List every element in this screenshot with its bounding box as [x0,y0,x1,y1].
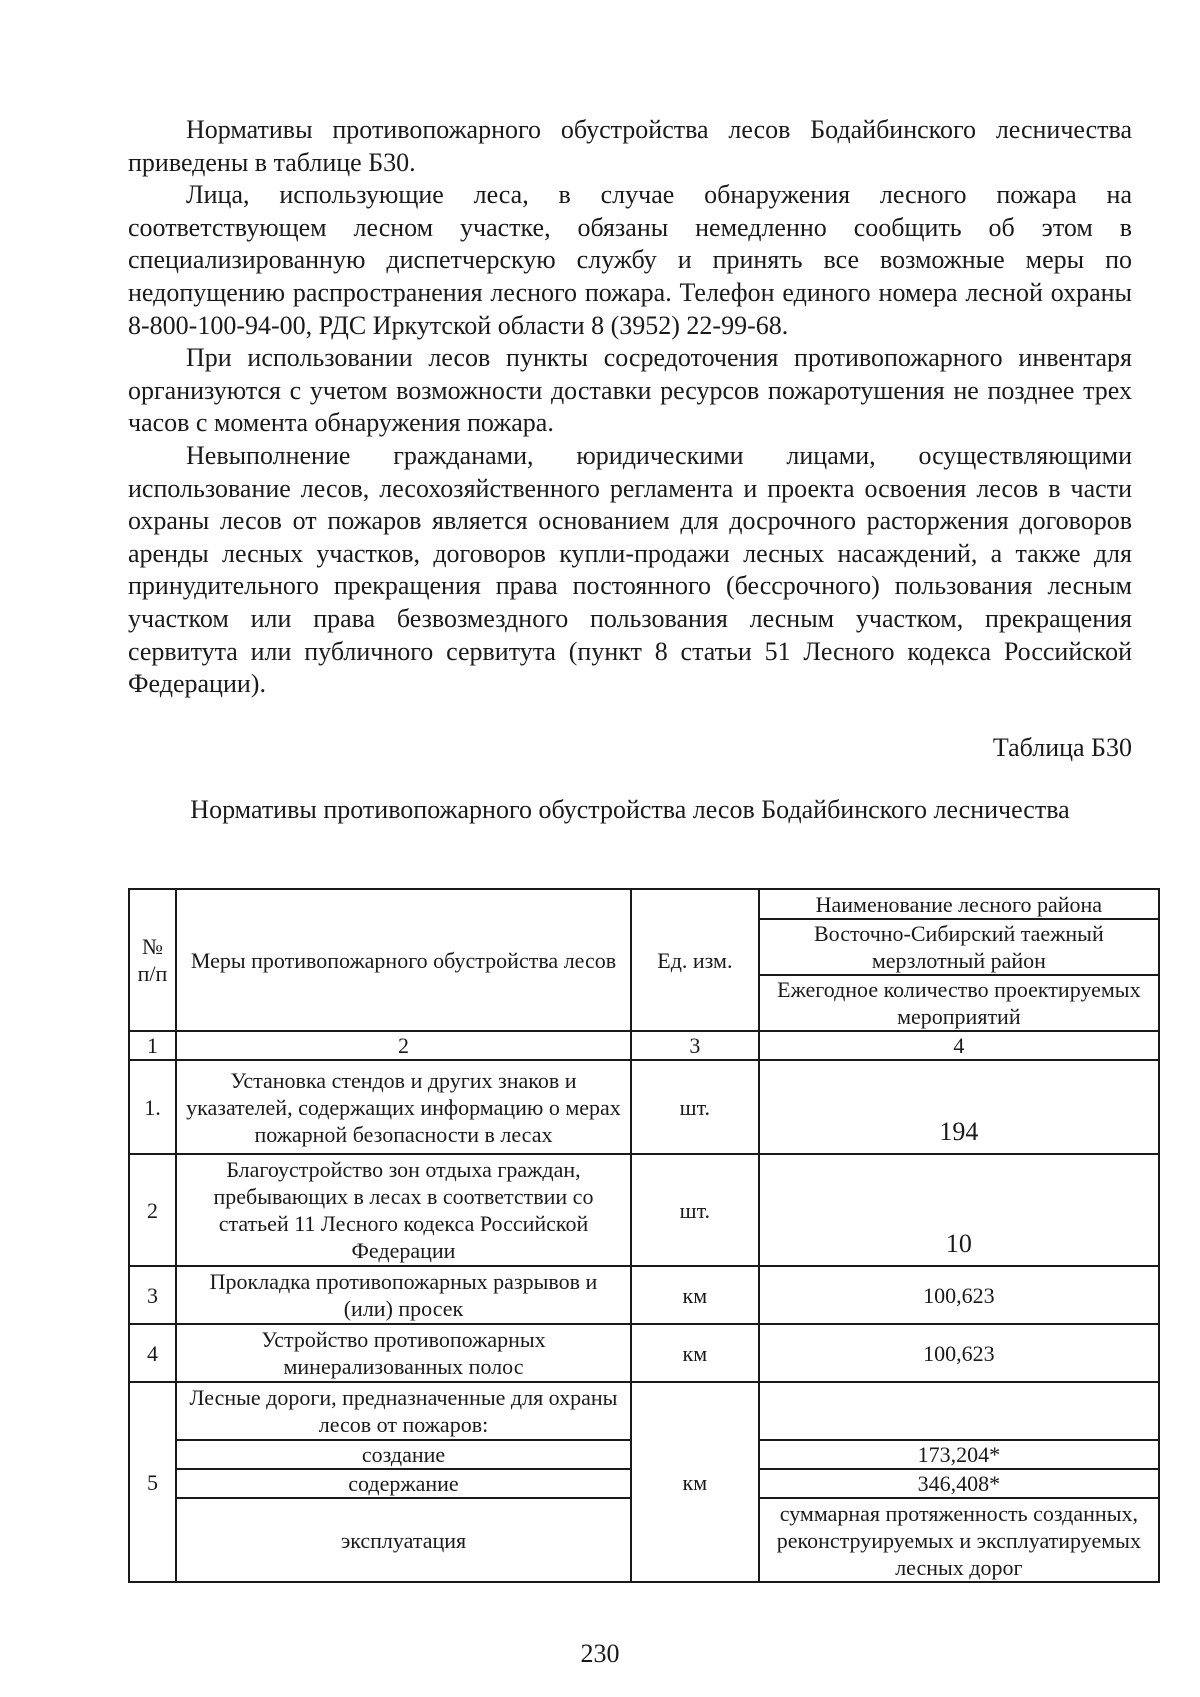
paragraph: При использовании лесов пункты сосредоточения противопожарного инвентаря организуются с учетом возможности доставки ресурсов пожаротушения не позднее трех часов с момента обнаружения пожара. [128,343,1132,438]
paragraph: Лица, использующие леса, в случае обнаружения лесного пожара на соответствующем лесном участке, обязаны немедленно сообщить об этом в специализированную диспетчерскую службу и принять все возможные меры по недопущению распространения лесного пожара. Телефон единого номера лесной охраны 8-800-100-94-00, РДС Иркутской области 8 (3952) 22-99-68. [128,180,1132,340]
row-measure: Прокладка противопожарных разрывов и (или) просек [176,1266,631,1324]
norms-table [128,888,1160,1583]
row-value: 10 [759,1154,1159,1266]
row-num: 1. [129,1060,176,1154]
column-number: 4 [759,1031,1159,1060]
table-row [129,1382,1159,1440]
row-value: 100,623 [759,1266,1159,1324]
table-row [129,1324,1159,1382]
row-measure: Устройство противопожарных минерализованных полос [176,1324,631,1382]
row-num: 3 [129,1266,176,1324]
row-value [759,1382,1159,1440]
row-num: 4 [129,1324,176,1382]
header-annual: Ежегодное количество проектируемых мероприятий [759,975,1159,1031]
column-number: 1 [129,1031,176,1060]
row-unit: шт. [631,1060,759,1154]
body-text [128,114,1132,701]
row-measure: Благоустройство зон отдыха граждан, пребывающих в лесах в соответствии со статьей 11 Лесного кодекса Российской Федерации [176,1154,631,1266]
paragraph: Невыполнение гражданами, юридическими лицами, осуществляющими использование лесов, лесохозяйственного регламента и проекта освоения лесов в части охраны лесов от пожаров является основанием для досрочного расторжения договоров аренды лесных участков, договоров купли-продажи лесных насаждений, а также для принудительного прекращения права постоянного (бессрочного) пользования лесным участком или права безвозмездного пользования лесным участком, прекращения сервитута или публичного сервитута (пункт 8 статьи 51 Лесного кодекса Российской Федерации). [128,440,1132,699]
subrow-value: суммарная протяженность созданных, реконструируемых и эксплуатируемых лесных дорог [759,1498,1159,1582]
table-row [129,1154,1159,1266]
row-unit: км [631,1324,759,1382]
row-value: 100,623 [759,1324,1159,1382]
header-num: № п/п [129,889,176,1031]
subrow-measure: создание [176,1440,631,1469]
row-unit: шт. [631,1154,759,1266]
header-region-group: Наименование лесного района [759,889,1159,919]
paragraph: Нормативы противопожарного обустройства лесов Бодайбинского лесничества приведены в таблице Б30. [128,115,1132,177]
row-measure: Установка стендов и других знаков и указателей, содержащих информацию о мерах пожарной безопасности в лесах [176,1060,631,1154]
column-number: 3 [631,1031,759,1060]
row-num: 5 [129,1382,176,1582]
page-number: 230 [580,1639,620,1668]
table-row [129,1266,1159,1324]
row-num: 2 [129,1154,176,1266]
row-unit: км [631,1382,759,1582]
table-title: Нормативы противопожарного обустройства лесов Бодайбинского лесничества [190,795,1070,824]
header-region: Восточно-Сибирский таежный мерзлотный район [759,919,1159,975]
row-measure: Лесные дороги, предназначенные для охраны лесов от пожаров: [176,1382,631,1440]
table-row [129,1060,1159,1154]
subrow-value: 173,204* [759,1440,1159,1469]
column-number: 2 [176,1031,631,1060]
column-numbers-row [129,1031,1159,1060]
header-measures: Меры противопожарного обустройства лесов [176,889,631,1031]
subrow-value: 346,408* [759,1469,1159,1498]
subrow-measure: содержание [176,1469,631,1498]
row-unit: км [631,1266,759,1324]
subrow-measure: эксплуатация [176,1498,631,1582]
header-unit: Ед. изм. [631,889,759,1031]
table-caption: Таблица Б30 [992,733,1132,762]
row-value: 194 [759,1060,1159,1154]
